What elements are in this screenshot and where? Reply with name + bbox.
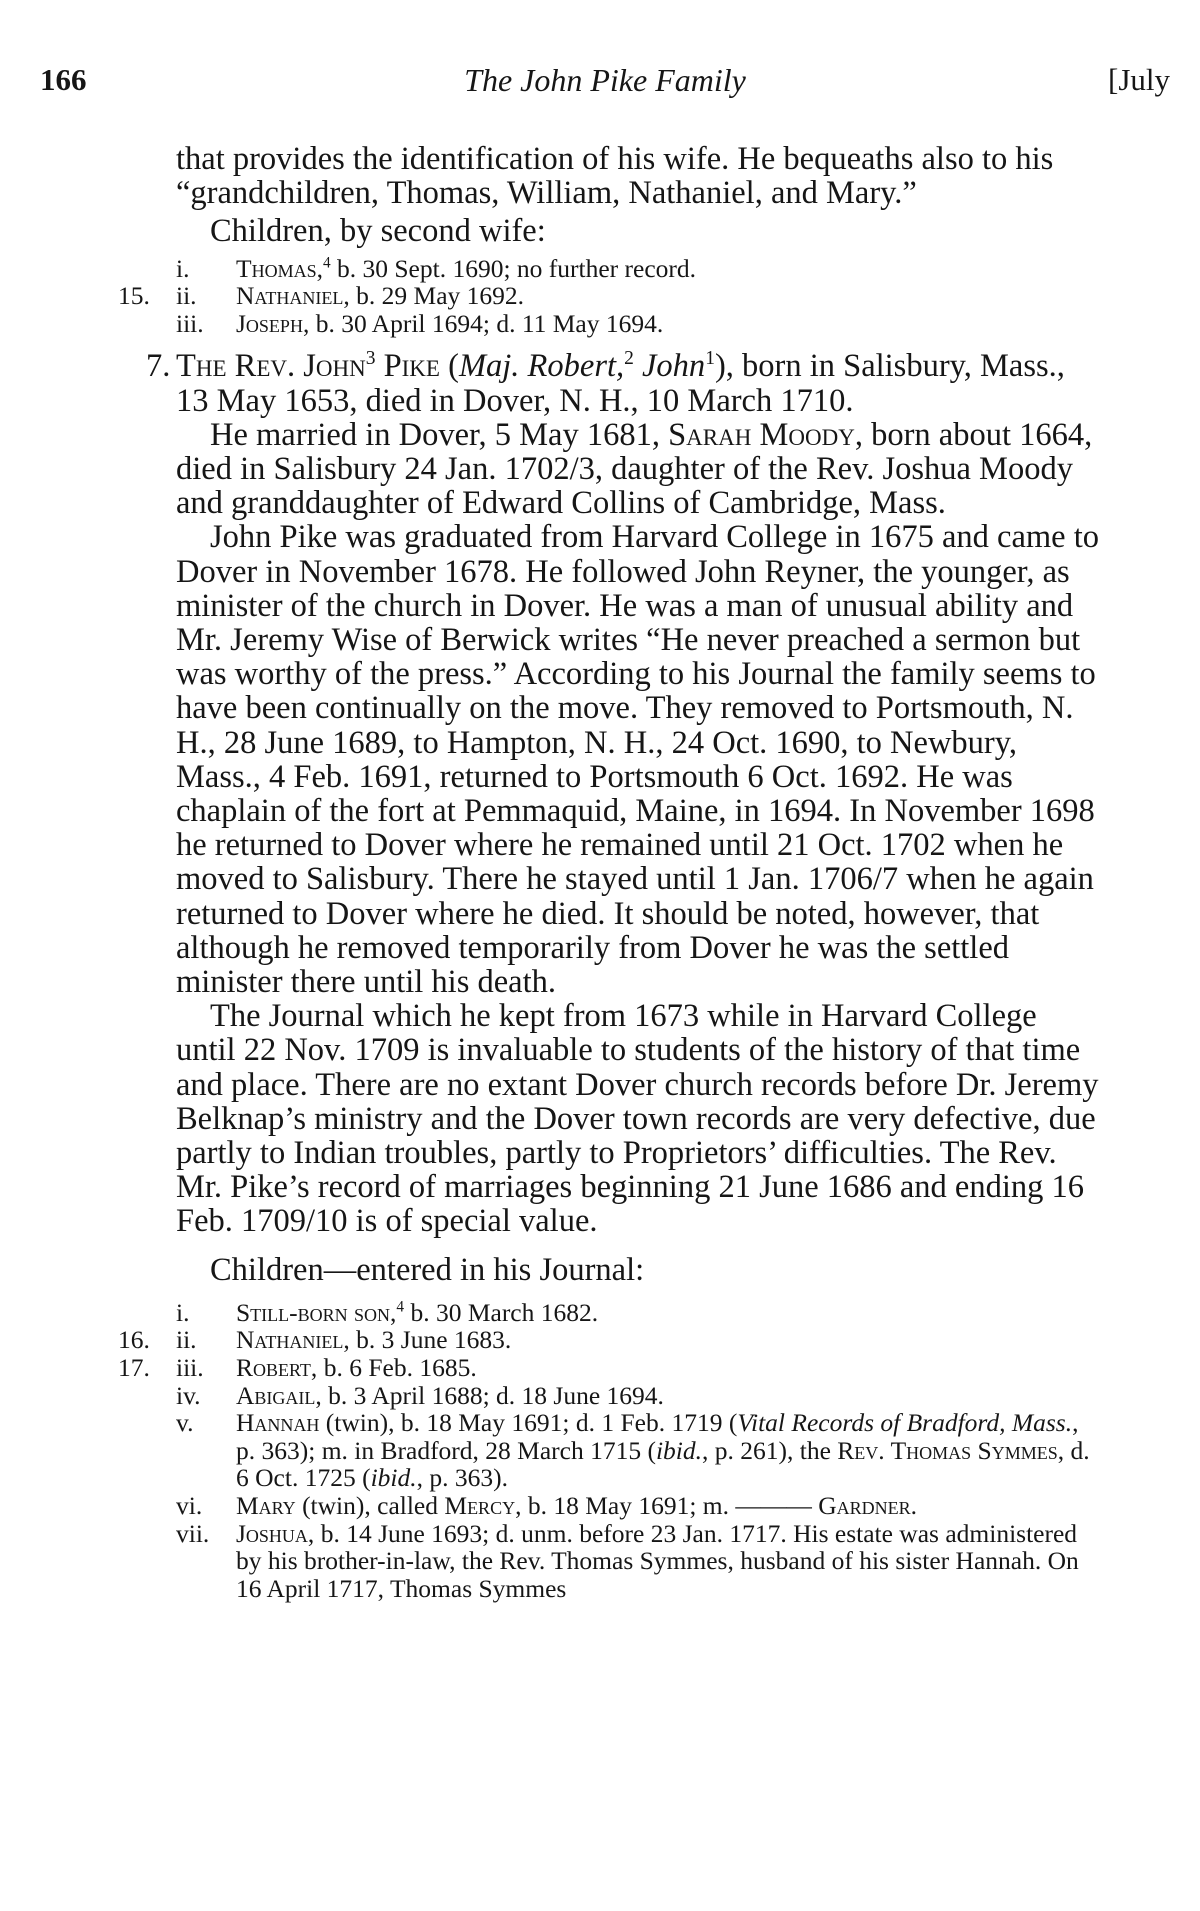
list-item [176, 255, 1100, 283]
entry-surname: Pike [383, 348, 440, 385]
list-item [118, 281, 1100, 311]
running-date: [July [1108, 62, 1170, 97]
running-title: The John Pike Family [464, 62, 746, 98]
child-nickname: Mercy [444, 1491, 516, 1521]
page-number: 166 [40, 62, 87, 97]
child-detail: , p. 261), the [702, 1435, 838, 1465]
wife-name: Sarah Moody [668, 416, 855, 453]
child-detail: b. 29 May 1692. [349, 281, 525, 311]
child-name: Hannah [236, 1408, 320, 1438]
child-detail: b. 30 April 1694; d. 11 May 1694. [309, 308, 664, 338]
child-detail: (twin), called [295, 1491, 445, 1521]
child-detail: b. 3 April 1688; d. 18 June 1694. [321, 1380, 664, 1410]
citation: ibid. [655, 1435, 703, 1465]
roman-numeral: iv. [176, 1380, 201, 1410]
child-name: Thomas, [236, 253, 323, 283]
child-detail: , p. 363); m. in Bradford, 28 March 1715 ( [236, 1408, 1079, 1465]
list-item [176, 1492, 1100, 1520]
list-item [176, 1520, 1100, 1603]
child-detail: b. 30 March 1682. [404, 1297, 599, 1327]
child-detail: , d. 6 Oct. 1725 ( [236, 1435, 1090, 1493]
child-name: Still-born son, [236, 1297, 397, 1327]
list-item [118, 1325, 1100, 1355]
entry-heading: 7. The Rev. John$^3$ Pike (Maj. Robert,$^2$ John$^1$), born in Salisbury, Mass., 13 May 1653, died in Dover, N. H., 10 March 1710. [146, 348, 1065, 419]
children-list-first [118, 253, 1100, 338]
parent-1-generation: 2 [624, 348, 634, 370]
citation: ibid. [370, 1463, 417, 1493]
child-name: Robert, [236, 1353, 318, 1383]
child-detail: (twin), b. 18 May 1691; d. 1 Feb. 1719 ( [319, 1408, 738, 1438]
roman-numeral: ii. [176, 1325, 197, 1355]
parent-1: Maj. Robert, [458, 348, 625, 385]
citation: Vital Records of Bradford, Mass. [737, 1408, 1073, 1438]
child-detail: b. 30 Sept. 1690; no further record. [330, 253, 697, 283]
child-detail: , p. 363). [416, 1463, 508, 1493]
list-item [176, 1382, 1100, 1410]
children-list-second [118, 1297, 1100, 1603]
journal-paragraph: The Journal which he kept from 1673 while in Harvard College until 22 Nov. 1709 is invaluable to students of the history of that time and place. There are no extant Dover church records before Dr. Jeremy Belknap’s ministry and the Dover town records are very defective, due partly to Indian troubles, partly to Proprietors’ difficulties. The Rev. Mr. Pike’s record of marriages beginning 21 June 1686 and ending 16 Feb. 1709/10 is of special value. [176, 998, 1099, 1240]
body-text [118, 141, 1100, 1603]
entry-generation: 3 [365, 348, 376, 370]
list-number: 15. [118, 281, 150, 311]
list-item [176, 1409, 1100, 1492]
child-detail: b. 6 Feb. 1685. [317, 1353, 477, 1383]
child-detail: b. 3 June 1683. [349, 1325, 512, 1355]
generation-number: 4 [396, 1298, 405, 1316]
entry-name: The Rev. John [176, 348, 366, 385]
child-name: Nathaniel, [236, 281, 350, 311]
entry-number: 7. [146, 348, 171, 385]
children-heading-2: Children—entered in his Journal: [210, 1251, 645, 1288]
list-item [176, 1299, 1100, 1327]
child-name: Joshua, [236, 1518, 315, 1548]
marriage-intro: He married in Dover, 5 May 1681, [210, 416, 669, 453]
list-number: 17. [118, 1353, 150, 1383]
child-name: Mary [236, 1491, 296, 1521]
child-name: Joseph, [236, 308, 310, 338]
list-item [176, 310, 1100, 338]
marriage-detail: , born about 1664, died in Salisbury 24 Jan. 1702/3, daughter of the Rev. Joshua Moody and granddaughter of Edward Collins of Cambridge, Mass. [176, 416, 1093, 522]
continuation-paragraph: that provides the identification of his wife. He bequeaths also to his “grandchildren, Thomas, William, Nathaniel, and Mary.” [176, 141, 1054, 212]
spouse-name: Rev. Thomas Symmes [837, 1435, 1058, 1465]
roman-numeral: vii. [176, 1518, 210, 1548]
roman-numeral: v. [176, 1408, 194, 1438]
roman-numeral: iii. [176, 308, 204, 338]
parent-2-generation: 1 [705, 348, 715, 370]
child-name: Abigail, [236, 1380, 322, 1410]
parent-2: John [642, 348, 706, 385]
roman-numeral: vi. [176, 1491, 203, 1521]
children-heading: Children, by second wife: [210, 213, 546, 250]
child-detail: b. 14 June 1693; d. unm. before 23 Jan. 1717. His estate was administered by his brother-in-law, the Rev. Thomas Symmes, husband of his sister Hannah. On 16 April 1717, Thomas Symmes [236, 1518, 1079, 1603]
biography-paragraph: John Pike was graduated from Harvard College in 1675 and came to Dover in November 1678. He followed John Reyner, the younger, as minister of the church in Dover. He was a man of unusual ability and Mr. Jeremy Wise of Berwick writes “He never preached a sermon but was worthy of the press.” According to his Journal the family seems to have been continually on the move. They removed to Portsmouth, N. H., 28 June 1689, to Hampton, N. H., 24 Oct. 1690, to Newbury, Mass., 4 Feb. 1691, returned to Portsmouth 6 Oct. 1692. He was chaplain of the fort at Pemmaquid, Maine, in 1694. In November 1698 he returned to Dover where he remained until 21 Oct. 1702 when he moved to Salisbury. There he stayed until 1 Jan. 1706/7 when he again returned to Dover where he died. It should be noted, however, that although he removed temporarily from Dover he was the settled minister there until his death. [176, 519, 1099, 1001]
roman-numeral: i. [176, 253, 190, 283]
generation-number: 4 [322, 254, 331, 272]
roman-numeral: ii. [176, 281, 197, 311]
marriage-paragraph [176, 418, 1100, 521]
roman-numeral: iii. [176, 1353, 204, 1383]
child-detail: , b. 18 May 1691; m. ——— [515, 1491, 819, 1521]
list-number: 16. [118, 1325, 150, 1355]
entry-vitals: , born in Salisbury, Mass., 13 May 1653, died in Dover, N. H., 10 March 1710. [176, 348, 1065, 419]
running-header [40, 62, 1170, 112]
child-name: Nathaniel, [236, 1325, 350, 1355]
list-item [118, 1353, 1100, 1383]
spouse-name: Gardner. [818, 1491, 918, 1521]
roman-numeral: i. [176, 1297, 190, 1327]
